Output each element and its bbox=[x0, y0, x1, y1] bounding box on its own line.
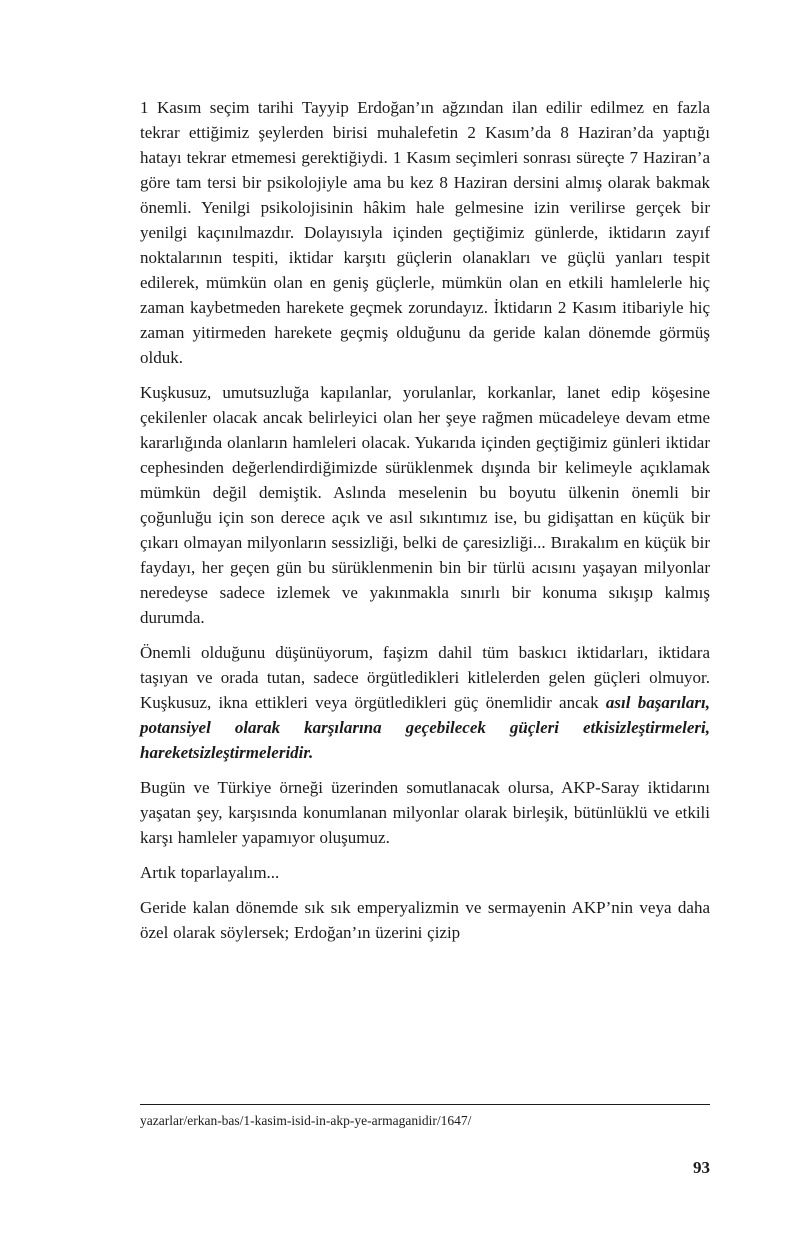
paragraph: Bugün ve Türkiye örneği üzerinden somutlanacak olursa, AKP-Saray iktidarını yaşatan şey, karşısında konumlanan milyonlar olarak birleşik, bütünlüklü ve etkili karşı hamleler yapamıyor oluşumuz. bbox=[140, 778, 710, 847]
footnote-text: yazarlar/erkan-bas/1-kasim-isid-in-akp-ye-armaganidir/1647/ bbox=[140, 1113, 472, 1128]
paragraph: Kuşkusuz, umutsuzluğa kapılanlar, yorulanlar, korkanlar, lanet edip köşesine çekilenler olacak ancak belirleyici olan her şeye rağmen mücadeleye devam etme kararlığında olanların hamleleri olacak. Yukarıda içinden geçtiğimiz günleri iktidar cephesinden değerlendirdiğimizde sürüklenmek dışında bir kelimeyle açıklamak mümkün değil demiştik. Aslında meselenin bu boyutu ülkenin önemli bir çoğunluğu için son derece açık ve asıl sıkıntımız ise, bu gidişattan en küçük bir çıkarı olmayan milyonların sessizliği, belki de çaresizliği... Bırakalım en küçük bir faydayı, her geçen gün bu sürüklenmenin bin bir türlü acısını yaşayan milyonlar neredeyse sadece izlemek ve yakınmakla sınırlı bir konuma sıkışıp kalmış durumda. bbox=[140, 383, 710, 627]
page-number: 93 bbox=[693, 1158, 710, 1177]
paragraph: Geride kalan dönemde sık sık emperyalizmin ve sermayenin AKP’nin veya daha özel olarak söylersek; Erdoğan’ın üzerini çizip bbox=[140, 898, 710, 942]
paragraph-emphasis: asıl başarıları, potansiyel olarak karşılarına geçebilecek güçleri etkisizleştirmeleri, hareketsizleştirmeleridir. bbox=[140, 693, 710, 762]
body-text bbox=[140, 95, 710, 955]
paragraph: 1 Kasım seçim tarihi Tayyip Erdoğan’ın ağzından ilan edilir edilmez en fazla tekrar ettiğimiz şeylerden birisi muhalefetin 2 Kasım’da 8 Haziran’da yaptığı hatayı tekrar etmemesi gerektiğiydi. 1 Kasım seçimleri sonrası süreçte 7 Haziran’a göre tam tersi bir psikolojiyle ama bu kez 8 Haziran dersini almış olarak bakmak önemli. Yenilgi psikolojisinin hâkim hale gelmesine izin verilirse gerçek bir yenilgi kaçınılmazdır. Dolayısıyla içinden geçtiğimiz günlerde, iktidarın zayıf noktalarının tespiti, iktidar karşıtı güçlerin olanakları ve güçlü yanları tespit edilerek, mümkün olan en geniş güçlerle, mümkün olan en etkili hamlelerle hiç zaman kaybetmeden harekete geçmek zorundayız. İktidarın 2 Kasım itibariyle hiç zaman yitirmeden harekete geçmiş olduğunu da geride kalan dönemde görmüş olduk. bbox=[140, 98, 710, 367]
footnote-divider bbox=[140, 1104, 710, 1105]
paragraph: Artık toparlayalım... bbox=[140, 863, 280, 882]
paragraph-text: Önemli olduğunu düşünüyorum, faşizm dahil tüm baskıcı iktidarları, iktidara taşıyan ve orada tutan, sadece örgütledikleri kitlelerden gelen güçleri olmuyor. Kuşkusuz, ikna ettikleri veya örgütledikleri güç önemlidir ancak bbox=[140, 643, 710, 712]
paragraph bbox=[140, 640, 710, 765]
